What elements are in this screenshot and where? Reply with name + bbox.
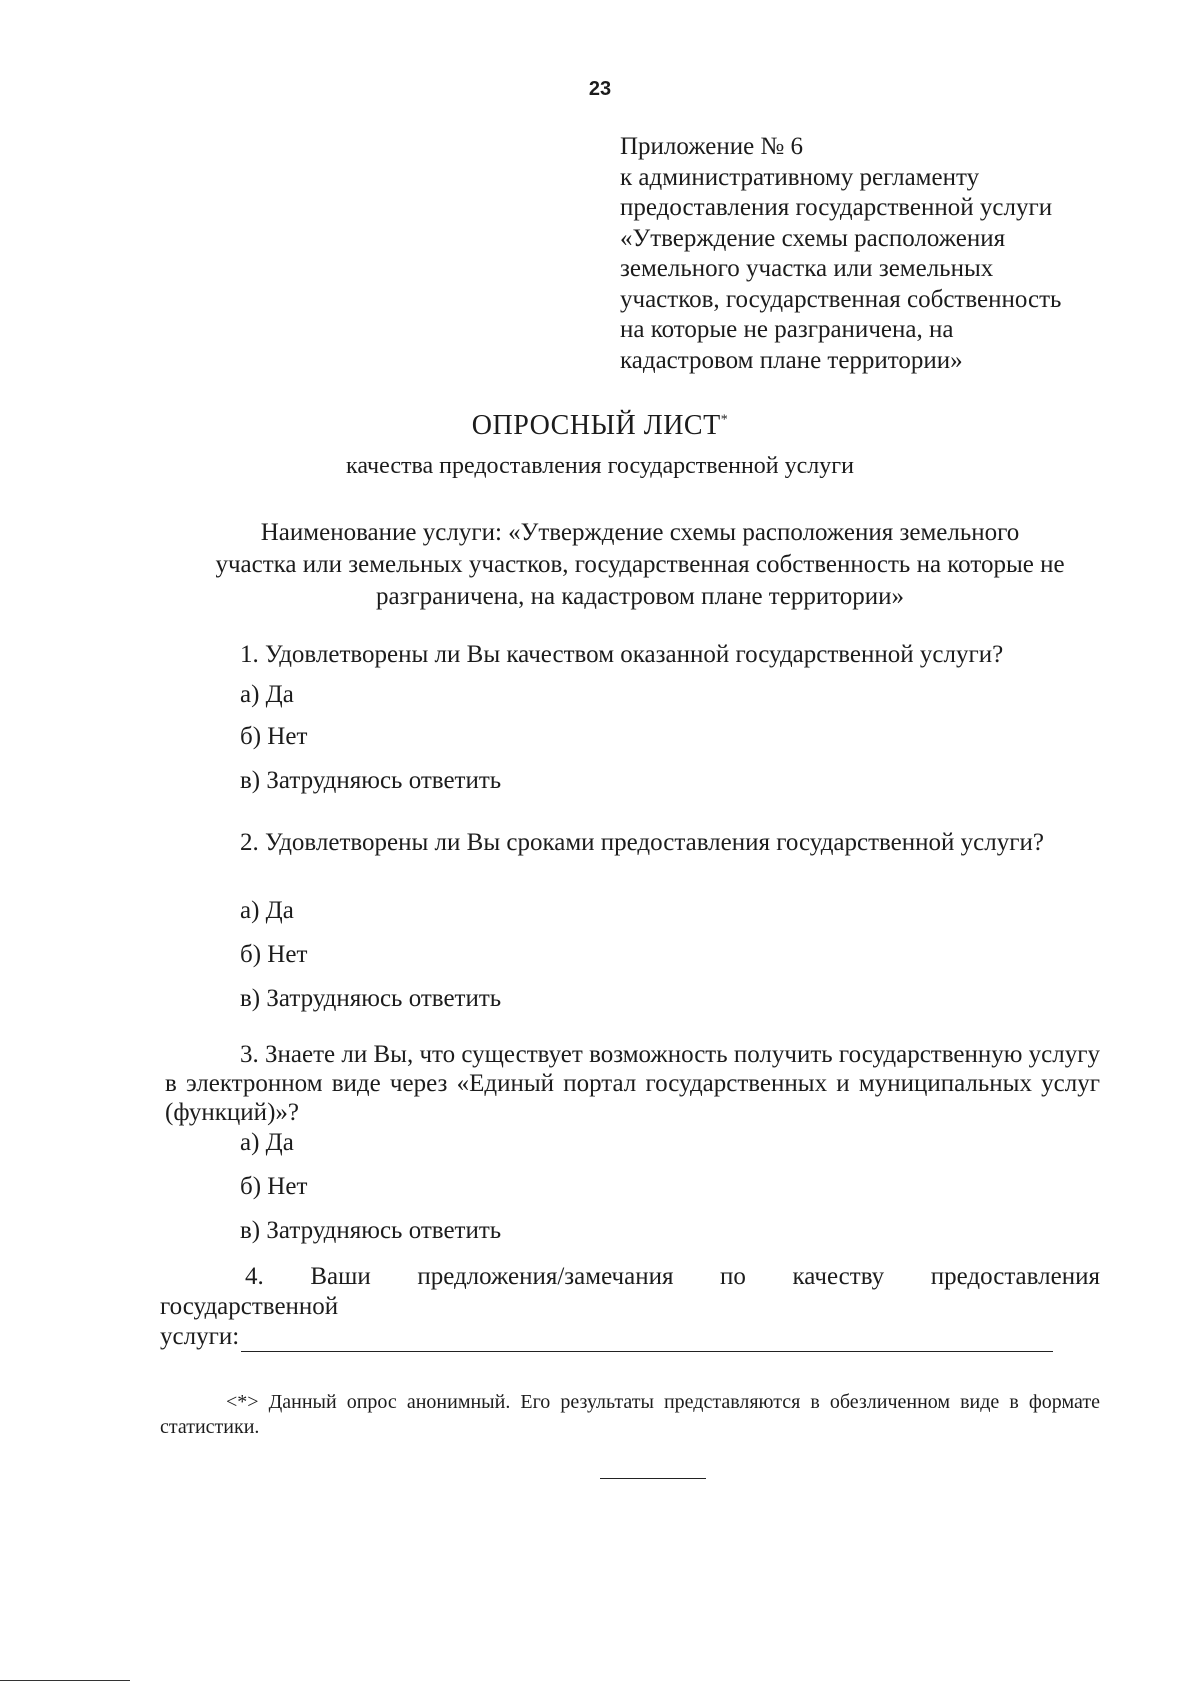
- question-3-option-b: б) Нет: [240, 1173, 308, 1200]
- appendix-block: Приложение № 6 к административному регламенту предоставления государственной услуги «Утверждение схемы расположения земельного участка или земельных участков, государственная собственность на которые не разграничена, на кадастровом плане территории»: [620, 133, 1062, 374]
- service-name: Наименование услуги: «Утверждение схемы расположения земельного участка или земельных участков, государственная собственность на которые не разграничена, на кадастровом плане территории»: [215, 519, 1065, 610]
- form-subtitle: качества предоставления государственной услуги: [346, 453, 854, 479]
- question-4-word: предложения/замечания: [417, 1263, 674, 1290]
- question-2: 2. Удовлетворены ли Вы сроками предоставления государственной услуги?: [240, 829, 1044, 856]
- question-4: [160, 1262, 1100, 1352]
- question-3: 3. Знаете ли Вы, что существует возможность получить государственную услугу в электронном виде через «Единый портал государственных и муниципальных услуг (функций)»?: [165, 1041, 1100, 1126]
- question-1-option-c: в) Затрудняюсь ответить: [240, 767, 502, 794]
- question-4-word: предоставления: [930, 1263, 1100, 1290]
- form-title-text: ОПРОСНЫЙ ЛИСТ: [471, 410, 721, 441]
- end-divider: [600, 1478, 706, 1479]
- question-1: 1. Удовлетворены ли Вы качеством оказанной государственной услуги?: [240, 641, 1004, 668]
- edge-divider: [0, 1680, 130, 1681]
- question-4-label: услуги:: [160, 1323, 240, 1350]
- question-4-word: качеству: [792, 1263, 885, 1290]
- question-1-option-b: б) Нет: [240, 723, 308, 750]
- question-2-option-a: а) Да: [240, 897, 294, 924]
- footnote-mark: *: [720, 412, 729, 428]
- question-4-line-3: [160, 1322, 1100, 1352]
- question-4-line-2: государственной: [160, 1293, 339, 1320]
- question-4-line-1: [160, 1262, 1100, 1292]
- footnote: <*> Данный опрос анонимный. Его результаты представляются в обезличенном виде в формате статистики.: [160, 1391, 1100, 1438]
- form-title: [0, 410, 1200, 442]
- question-3-option-a: а) Да: [240, 1129, 294, 1156]
- question-4-number: 4.: [245, 1263, 264, 1290]
- answer-blank-line[interactable]: [241, 1327, 1053, 1352]
- page-number: 23: [588, 78, 612, 100]
- question-1-option-a: а) Да: [240, 681, 294, 708]
- question-3-option-c: в) Затрудняюсь ответить: [240, 1217, 502, 1244]
- question-2-option-c: в) Затрудняюсь ответить: [240, 985, 502, 1012]
- question-4-word: Ваши: [310, 1263, 371, 1290]
- question-4-word: по: [720, 1263, 746, 1290]
- question-2-option-b: б) Нет: [240, 941, 308, 968]
